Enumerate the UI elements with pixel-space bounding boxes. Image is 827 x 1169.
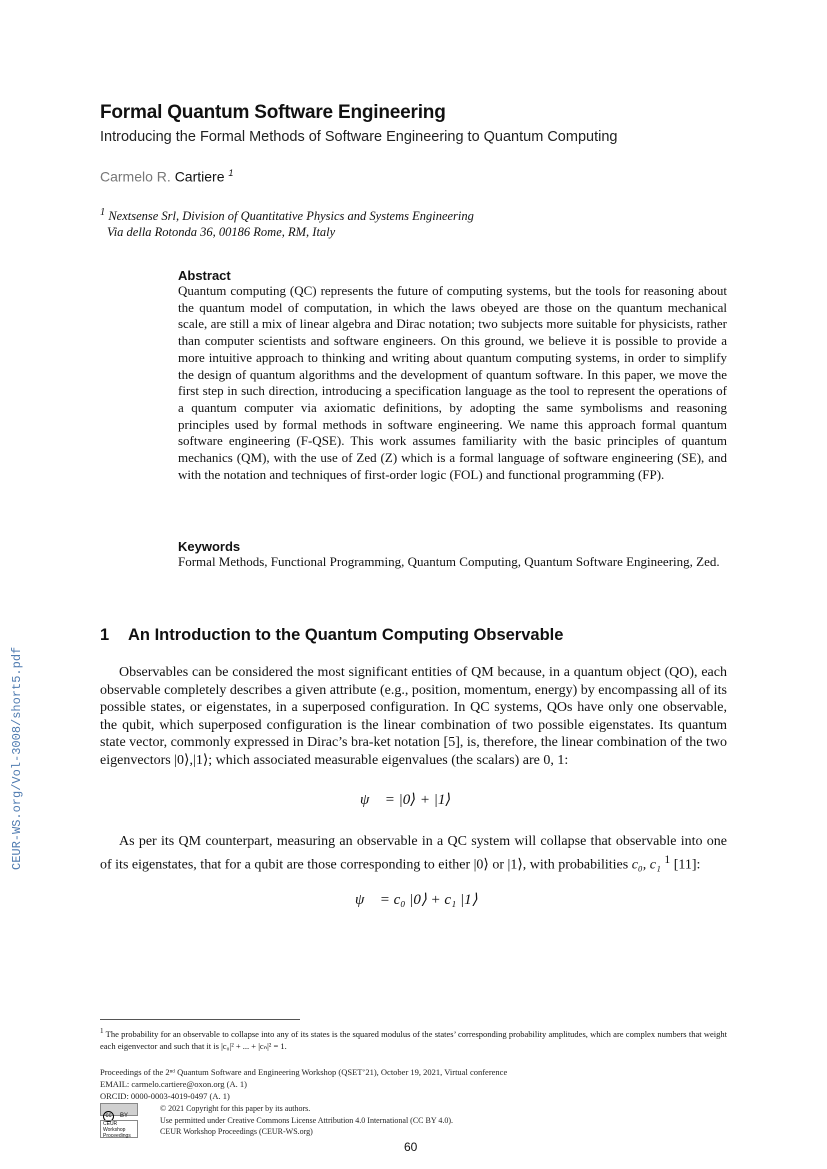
affiliation [100,205,474,240]
footnote [100,1025,727,1052]
author-email: EMAIL: carmelo.cartiere@oxon.org (A. 1) [100,1079,247,1089]
affil-mark: 1 [100,207,106,218]
paper-subtitle: Introducing the Formal Methods of Software Engineering to Quantum Computing [100,129,618,145]
footnote-rule [100,1019,300,1020]
cc-icon: cc [103,1111,114,1122]
sidebar-url[interactable]: CEUR-WS.org/Vol-3008/short5.pdf [10,646,24,870]
section-title: An Introduction to the Quantum Computing Observable [128,626,564,644]
proceedings-info [100,1066,507,1102]
cc-by-license-icon [100,1103,138,1119]
paragraph-1: Observables can be considered the most significant entities of QM because, in a quantum object (QO), each observable completely describes a given attribute (e.g., position, momentum, energy) by encompassing all of its possible states, or eigenstates, in a superposed configuration. In QC systems, QOs have only one observable, the qubit, which superposed configuration is the linear combination of two possible eigenstates. Its quantum state vector, commonly expressed in Dirac’s bra-ket notation [5], is, therefore, the linear combination of the two eigenvectors |0⟩,|1⟩; which associated measurable eigenvalues (the scalars) are 0, 1: [100,665,727,768]
affil-line-2: Via della Rotonda 36, 00186 Rome, RM, Italy [107,225,336,240]
abstract-text: Quantum computing (QC) represents the future of computing systems, but the tools for reasoning about the quantum model of computation, in which the laws obeyed are those on the quantum mechanical scale, are still a mix of linear algebra and Dirac notation; two subjects more suitable for physicists, rather than computer scientists and software engineers. On this ground, we believe it is possible to provide a more intuitive approach to thinking and writing about quantum computing systems, in order to simplify the design of quantum algorithms and the development of quantum software. In this paper, we move the first step in such direction, introducing a specification language as the tool to represent the operations of a quantum computer via axiomatic definitions, by adopting the same symbolisms and reasoning principles used by formal methods in software engineering. We name this approach formal quantum software engineering (F-QSE). This work assumes familiarity with the basic principles of quantum mechanics (QM), with the use of Zed (Z) which is a formal language of software engineering (SE), and with the notation and techniques of first-order logic (FOL) and functional programming (FP). [178,283,727,482]
paragraph-2 [100,833,727,874]
paper-title: Formal Quantum Software Engineering [100,102,446,123]
license-info [160,1103,453,1138]
abstract-heading: Abstract [178,268,231,283]
by-icon: BY [120,1113,129,1119]
ceur-line: CEUR Workshop Proceedings (CEUR-WS.org) [160,1127,313,1136]
keywords-text: Formal Methods, Functional Programming, Quantum Computing, Quantum Software Engineering, Zed. [178,554,720,569]
paragraph-2-citation: [11]: [670,857,701,873]
proceedings-line: Proceedings of the 2ⁿᵈ Quantum Software and Engineering Workshop (QSET’21), October 19, 2021, Virtual conference [100,1067,508,1077]
license-line: Use permitted under Creative Commons License Attribution 4.0 International (CC BY 4.0). [160,1115,453,1125]
author-orcid: ORCID: 0000-0003-4019-0497 (A. 1) [100,1091,230,1101]
author-last-name: Cartiere [174,168,225,185]
equation-1: ψ⃗ = |0⟩ + |1⟩ [360,792,452,808]
affil-line-1: Nextsense Srl, Division of Quantitative Physics and Systems Engineering [108,209,474,224]
author-first-name: Carmelo R. [100,168,171,185]
footnote-ref: 1 [664,852,671,866]
paragraph-2-text: As per its QM counterpart, measuring an observable in a QC system will collapse that observable into one of its eigenstates, that for a qubit are those corresponding to either |0⟩ or |1⟩, with probabilities [100,834,727,873]
author-line [100,168,233,185]
footnote-mark: 1 [100,1027,104,1035]
equation-2: ψ⃗ = c₀ |0⟩ + c₁ |1⟩ [355,892,478,908]
ceur-logo-icon: CEUR Workshop Proceedings [100,1120,138,1138]
probability-vars: c₀, c₁ [631,857,661,873]
copyright-line: © 2021 Copyright for this paper by its authors. [160,1104,311,1113]
keywords-heading: Keywords [178,539,241,554]
section-heading [100,626,563,645]
keywords-section [178,539,727,571]
footnote-text: The probability for an observable to collapse into any of its states is the squared modulus of the states’ corresponding probability amplitudes, which are complex numbers that weight each eigenvector and such that it is |c₀|² + ... + |cₙ|² = 1. [100,1028,727,1051]
section-number: 1 [100,626,110,644]
abstract-section [178,268,727,483]
page-number: 60 [404,1140,418,1154]
author-affil-mark: 1 [228,168,234,178]
